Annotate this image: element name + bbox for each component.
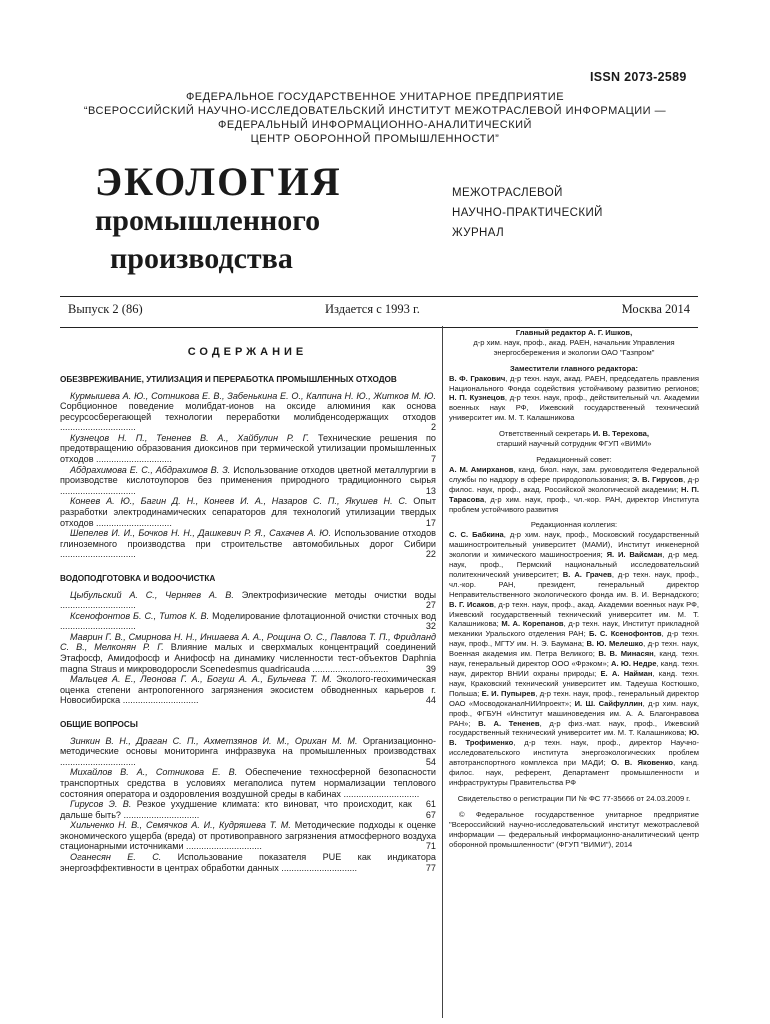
section-title: ОБЕЗВРЕЖИВАНИЕ, УТИЛИЗАЦИЯ И ПЕРЕРАБОТКА ПРОМЫШЛЕННЫХ ОТХОДОВ	[60, 375, 397, 384]
toc-leader-dots: ..............................	[183, 841, 262, 852]
editor-block	[449, 328, 699, 358]
toc-leader-dots: ..............................	[60, 422, 136, 433]
toc-page-number: 2	[430, 422, 436, 433]
city-year: Москва 2014	[621, 302, 690, 316]
registration: Свидетельство о регистрации ПИ № ФС 77-35666 от 24.03.2009 г.	[457, 793, 691, 803]
journal-type-line: ЖУРНАЛ	[452, 227, 505, 239]
toc-leader-dots: ..............................	[278, 862, 358, 873]
board-member-name: Б. С. Ксенофонтов	[588, 629, 662, 639]
journal-title: ЭКОЛОГИЯ	[95, 159, 342, 204]
contents-heading: СОДЕРЖАНИЕ	[187, 346, 308, 358]
board-member-info: , д-р техн. наук, проф., директор Научно-исследовательского института энергоэкологических проблем автотранспортного комплекса при МАДИ;	[449, 738, 699, 768]
board-member-info: , канд. биол. наук, зам. руководителя Федеральной службы по надзору в сфере природопользования;	[449, 464, 699, 484]
board-member-name: Н. П. Тарасова	[449, 484, 699, 504]
toc-leader-dots: ..............................	[121, 809, 200, 820]
section-title: ОБЩИЕ ВОПРОСЫ	[60, 720, 138, 730]
toc-page-number: 61	[425, 799, 436, 810]
secretary-label: Ответственный секретарь	[498, 429, 591, 439]
toc-entry[interactable]	[60, 496, 436, 528]
deputies-label: Заместители главного редактора:	[510, 363, 638, 373]
board-member-info: , д-р филос. наук, проф., акад. Российской экологической академии;	[449, 474, 699, 494]
toc-page-number: 27	[425, 600, 436, 611]
board-member-info: , д-р мед. наук, проф., Пермский национальный исследовательский политехнический университет;	[449, 550, 699, 579]
journal-type	[452, 183, 603, 243]
board-member-name: И. Ш. Сайфуллин	[574, 698, 643, 708]
toc-page-number: 44	[425, 695, 436, 706]
board-member-info: , д-р техн. наук, акад. РАЕН, председатель правления Национального Фонда содействия устойчивому развитию регионов;	[449, 373, 699, 393]
toc-authors: Конеев А. Ю., Багин Д. Н., Конеев И. А., Назаров С. П., Якушев Н. С.	[70, 496, 408, 507]
toc-title: Использование отходов цветной металлургии в производстве кислотоупоров без применения природного традиционного сырья	[60, 464, 436, 486]
toc-authors: Хильченко Н. В., Семячков А. И., Кудряшева Т. М.	[70, 820, 291, 831]
toc-authors: Гирусов Э. В.	[70, 799, 132, 810]
board-member-info: , д-р хим. наук, проф., ФГБУН «Институт машиноведения им. А. А. Благонравова РАН»;	[449, 698, 699, 728]
toc-title: Обеспечение техносферной безопасности транспортных средства в условиях мегаполиса путем нормализации теплового состояния оператора и оздоровления воздушной среды в кабинах	[60, 767, 436, 799]
toc-page-number: 71	[425, 841, 436, 852]
secretary-name: И. В. Терехова,	[592, 429, 649, 439]
toc-page-number: 67	[425, 809, 436, 820]
toc-leader-dots: ..............................	[309, 663, 389, 674]
board-member-name: Е. И. Пупырев	[481, 688, 536, 698]
table-of-contents	[60, 375, 436, 873]
published-since: Издается с 1993 г.	[325, 302, 420, 316]
toc-entry[interactable]	[60, 736, 436, 768]
publisher-block	[60, 90, 690, 146]
toc-leader-dots: ..............................	[60, 600, 136, 611]
board-member-name: В. В. Минасян	[598, 649, 654, 659]
board-member-info: , д-р техн. наук, проф., действительный чл. Академии военных наук РФ, Ижевский государственный технический университет им. М. Т. Калашникова	[449, 393, 700, 423]
deputies-list	[449, 374, 699, 424]
editor-info: д-р хим. наук, проф., акад. РАЕН, начальник Управления энергосбережения и экологии ОАО "Газпром"	[473, 337, 675, 357]
toc-leader-dots: ..............................	[120, 695, 199, 706]
toc-entry[interactable]	[60, 632, 436, 674]
board-member-name: В. А. Грачев	[562, 569, 612, 579]
toc-page-number: 54	[425, 756, 436, 767]
board-member-name: С. С. Бабкина	[449, 530, 504, 540]
college-label: Редакционная коллегия:	[530, 520, 618, 530]
board-member-name: В. Г. Исаков	[449, 599, 494, 609]
issue-bar	[60, 296, 698, 328]
board-member-name: А. М. Амирханов	[449, 464, 514, 474]
board-member-name: В. Ф. Гракович	[449, 373, 506, 383]
board-member-name: О. В. Яковенко	[611, 758, 674, 768]
toc-leader-dots: ..............................	[60, 549, 136, 560]
publisher-line: “ВСЕРОССИЙСКИЙ НАУЧНО-ИССЛЕДОВАТЕЛЬСКИЙ ИНСТИТУТ МЕЖОТРАСЛЕВОЙ ИНФОРМАЦИИ —	[83, 105, 667, 117]
board-member-info: , д-р техн. наук, проф., акад. Академии военных наук РФ, Ижевский государственный технический университет им. М. Т. Калашникова;	[449, 599, 699, 629]
toc-leader-dots: ..............................	[60, 485, 136, 496]
toc-entry[interactable]	[60, 799, 436, 820]
copyright: © Федеральное государственное унитарное предприятие "Всероссийский научно-исследовательский институт межотраслевой информации — федеральный информационно-аналитический центр оборонной промышленности" (ФГУП "ВИМИ"), 2014	[449, 809, 699, 849]
board-member-info: , д-р техн. наук, Военная академия им. Петра Великого;	[449, 639, 700, 659]
toc-title: Использование показателя PUE как индикатора энергоэффективности в центрах обработки данных	[60, 852, 436, 873]
toc-leader-dots: ..............................	[340, 788, 420, 799]
toc-title: Влияние малых и сверхмалых концентраций соединений Этафосф, Амидофосф и Анифосф на динамику численности тест-объектов Daphnia magna Straus и микроводоросли Scenedesmus quadricauda	[60, 642, 437, 674]
toc-entry[interactable]	[60, 433, 436, 465]
board-member-info: , д-р техн. наук, проф., чл.-кор. РАН, президент, генеральный директор Неправительственного экологического фонда им. В. И. Вернадского;	[449, 569, 699, 599]
editorial-board	[449, 328, 699, 849]
section-title: ВОДОПОДГОТОВКА И ВОДООЧИСТКА	[60, 574, 216, 583]
toc-page-number: 32	[425, 621, 436, 632]
toc-page-number: 77	[425, 862, 436, 873]
board-member-name: Я. И. Вайсман	[606, 550, 663, 560]
publisher-line: ФЕДЕРАЛЬНОЕ ГОСУДАРСТВЕННОЕ УНИТАРНОЕ ПРЕДПРИЯТИЕ	[185, 91, 565, 103]
toc-authors: Курмышева А. Ю., Сотникова Е. В., Забенькина Е. О., Калпина Н. Ю., Житков М. Ю.	[70, 390, 436, 401]
toc-entry[interactable]	[60, 590, 436, 611]
toc-leader-dots: ..............................	[60, 756, 136, 767]
toc-authors: Зинкин В. Н., Драган С. П., Ахметзянов И. М., Орихан М. М.	[70, 735, 358, 746]
toc-leader-dots: ..............................	[93, 454, 172, 465]
toc-entry[interactable]	[60, 528, 436, 560]
editor-label: Главный редактор	[515, 328, 586, 337]
board-member-name: М. А. Корепанов	[501, 619, 564, 629]
board-member-name: В. А. Тененев	[478, 718, 540, 728]
toc-leader-dots: ..............................	[93, 517, 172, 528]
board-member-info: , канд. техн. наук, директор ВНИИ охраны природы;	[449, 659, 699, 678]
publisher-line: ЦЕНТР ОБОРОННОЙ ПРОМЫШЛЕННОСТИ”	[250, 133, 500, 145]
editor-name: А. Г. Ишков,	[588, 328, 633, 337]
toc-page-number: 22	[425, 549, 436, 560]
toc-authors: Шепелев И. И., Бочков Н. Н., Дашкевич Р. Я., Сахачев А. Ю.	[70, 528, 332, 539]
council-label: Редакционный совет:	[536, 454, 612, 464]
column-divider	[442, 326, 443, 1018]
toc-title: Опыт разработки электродинамических сепараторов для технологий утилизации твердых отходов	[60, 496, 436, 528]
board-member-name: Ю. В. Трофименко	[449, 728, 699, 748]
toc-entry[interactable]	[60, 852, 436, 873]
toc-authors: Михайлов В. А., Сотникова Е. В.	[70, 767, 238, 778]
secretary-info: старший научный сотрудник ФГУП «ВИМИ»	[496, 439, 652, 449]
toc-leader-dots: ..............................	[60, 621, 136, 632]
journal-title-line3: производства	[110, 242, 293, 275]
toc-entry[interactable]	[60, 674, 436, 706]
board-member-info: , д-р хим. наук, проф., чл.-кор. РАН, директор Института проблем устойчивого развития	[449, 494, 699, 514]
board-member-info: , д-р хим. наук, проф., Московский государственный машиностроительный университет (МАМИ), Институт инженерной экологии и химического машиностроения;	[449, 530, 699, 560]
board-member-name: Е. А. Найман	[600, 669, 653, 678]
toc-title: Сорбционное поведение молибдат-ионов на оксиде алюминия как основа ресурсосберегающей технологии переработки молибденсодержащих отходов	[60, 401, 436, 422]
toc-page-number: 39	[425, 663, 436, 674]
council-list	[449, 465, 699, 515]
board-member-name: А. Ю. Недре	[611, 659, 657, 669]
toc-page-number: 17	[425, 517, 436, 528]
board-member-info: , канд. техн. наук, генеральный директор ООО «Фрэком»;	[449, 649, 699, 669]
toc-entry[interactable]	[60, 391, 436, 433]
board-member-name: Э. В. Гирусов	[631, 474, 684, 484]
toc-title: Моделирование флотационной очистки сточных вод	[209, 610, 436, 621]
toc-title: Использование отходов глиноземного производства при строительстве автомобильных дорог Сибири	[60, 528, 436, 549]
journal-title-line2: промышленного	[95, 204, 321, 237]
college-list	[449, 530, 699, 788]
toc-title: Организационно-методические основы мониторинга инфразвука на промышленных производствах	[60, 735, 436, 757]
toc-title: Методические подходы к оценке экономического ущерба (вреда) от противоправного загрязнения атмосферного воздуха стационарными источниками	[60, 820, 436, 852]
toc-page-number: 13	[425, 485, 436, 496]
board-member-info: , д-р техн. наук, Институт прикладной механики Уральского отделения РАН;	[449, 619, 700, 639]
publisher-line: ФЕДЕРАЛЬНЫЙ ИНФОРМАЦИОННО-АНАЛИТИЧЕСКИЙ	[218, 119, 532, 131]
toc-page-number: 7	[430, 454, 436, 465]
toc-authors: Абдрахимова Е. С., Абдрахимов В. З.	[70, 464, 231, 475]
issue-number: Выпуск 2 (86)	[68, 302, 143, 316]
toc-title: Эколого-геохимическая оценка степени антропогенного загрязнения экосистем обводненных карьеров г. Новосибирска	[60, 674, 436, 706]
toc-authors: Мальцев А. Е., Леонова Г. А., Богуш А. А., Бульчева Т. М.	[70, 674, 332, 685]
board-member-name: Н. П. Кузнецов	[449, 393, 505, 403]
toc-entry[interactable]	[60, 820, 436, 852]
board-member-info: , канд. техн. наук, Краковский технический университет им. Тадеуша Костюшко, Польша;	[449, 669, 699, 698]
toc-entry[interactable]	[60, 465, 436, 497]
toc-title: Резкое ухудшение климата: кто виноват, что происходит, как дальше быть?	[60, 799, 412, 820]
board-member-name: В. Ю. Мелешко	[586, 639, 644, 649]
toc-authors: Цыбульский А. С., Черняев А. В.	[70, 589, 234, 600]
board-member-info: , д-р техн. наук, проф., МГТУ им. Н. Э. Баумана;	[449, 629, 699, 649]
toc-entry[interactable]	[60, 611, 436, 632]
board-member-info: , д-р техн. наук, проф., генеральный директор ОАО «МосводоканалНИИпроект»;	[449, 688, 700, 708]
toc-authors: Маврин Г. В., Смирнова Н. Н., Иншаева А. А., Рощина О. С., Павлова Т. П., Фридланд С. В., Мелконян Р. Г.	[60, 631, 436, 653]
toc-authors: Ксенофонтов Б. С., Титов К. В.	[70, 610, 210, 621]
toc-title: Электрофизические методы очистки воды	[233, 589, 436, 600]
secretary-block	[449, 429, 699, 449]
journal-type-line: НАУЧНО-ПРАКТИЧЕСКИЙ	[452, 207, 603, 219]
journal-type-line: МЕЖОТРАСЛЕВОЙ	[452, 187, 563, 199]
board-member-info: , д-р физ.-мат. наук, проф., Ижевский государственный технический университет им. М. Т. Калашникова;	[449, 718, 699, 738]
toc-title: Технические решения по предотвращению образования диоксинов при термической утилизации промышленных отходов	[60, 432, 436, 465]
board-member-info: , канд. филос. наук, референт, Департамент промышленности и инфраструктуры Правительства РФ	[449, 758, 700, 787]
toc-authors: Кузнецов Н. П., Тененев В. А., Хайбулин Р. Г.	[70, 432, 310, 443]
toc-authors: Оганесян Е. С.	[70, 852, 162, 863]
issn: ISSN 2073-2589	[590, 70, 687, 84]
